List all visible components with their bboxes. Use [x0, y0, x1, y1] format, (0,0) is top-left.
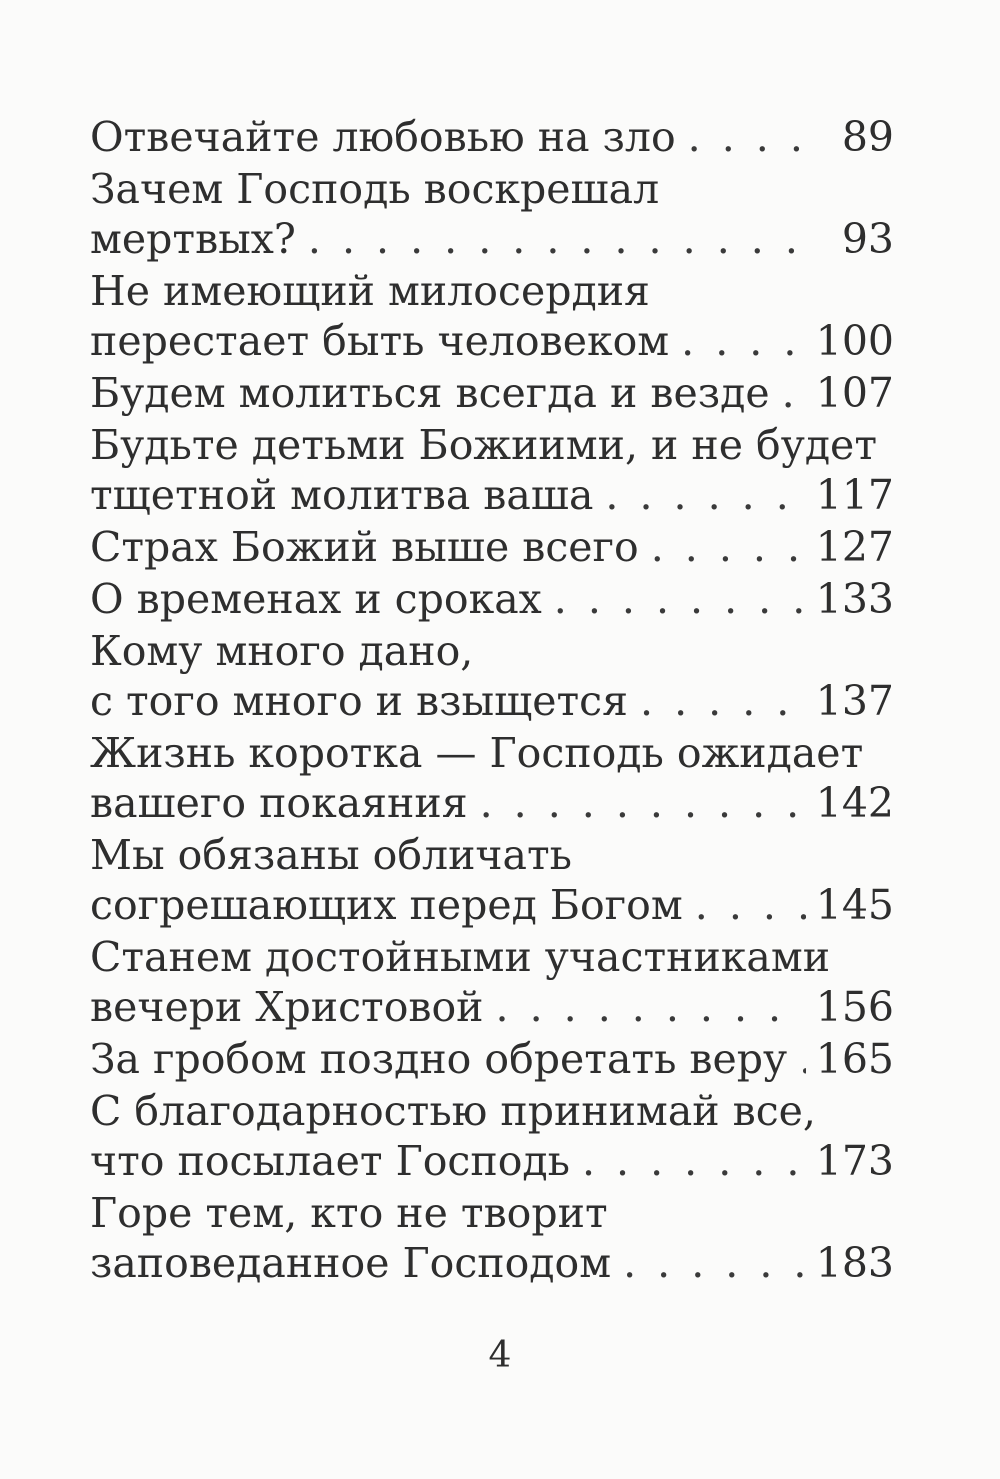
dot-leader	[582, 1136, 806, 1186]
toc-page-number: 127	[815, 523, 894, 571]
toc-entry-line	[90, 316, 894, 366]
toc-entry[interactable]	[90, 112, 894, 162]
toc-entry-line	[90, 982, 894, 1032]
toc-entry-title: Станем достойными участниками	[90, 933, 831, 981]
toc-entry-title: Мы обязаны обличать	[90, 831, 572, 879]
dot-leader	[688, 112, 822, 162]
toc-entry-title: Будем молиться всегда и везде	[90, 369, 770, 417]
toc-entry-title: О временах и сроках	[90, 575, 542, 623]
toc-entry[interactable]	[90, 830, 894, 930]
toc-entry-line	[90, 880, 894, 930]
toc-entry[interactable]	[90, 1188, 894, 1288]
toc-entry-title: Горе тем, кто не творит	[90, 1189, 608, 1237]
toc-entry[interactable]	[90, 574, 894, 624]
toc-entry-title: Не имеющий милосердия	[90, 267, 650, 315]
dot-leader	[308, 214, 822, 264]
dot-leader	[782, 368, 806, 418]
toc-entry[interactable]	[90, 164, 894, 264]
toc-entry[interactable]	[90, 932, 894, 1032]
toc-entry-line	[90, 112, 894, 162]
toc-page-number: 93	[841, 215, 894, 263]
toc-page-number: 145	[815, 881, 894, 929]
toc-entry-title: Страх Божий выше всего	[90, 523, 639, 571]
dot-leader	[480, 778, 806, 828]
toc-entry[interactable]	[90, 522, 894, 572]
dot-leader	[554, 574, 806, 624]
toc-entry-line	[90, 1136, 894, 1186]
toc-entry-title: согрешающих перед Богом	[90, 881, 683, 929]
toc-entry[interactable]	[90, 1086, 894, 1186]
table-of-contents	[90, 112, 894, 1288]
toc-entry-title: Зачем Господь воскрешал	[90, 165, 660, 213]
toc-entry-title: Будьте детьми Божиими, и не будет	[90, 421, 878, 469]
toc-page-number: 137	[815, 677, 894, 725]
toc-entry-line	[90, 214, 894, 264]
toc-entry-title: С благодарностью принимай все,	[90, 1087, 816, 1135]
toc-entry-line	[90, 574, 894, 624]
page-number: 4	[488, 1335, 512, 1376]
toc-entry-line	[90, 470, 894, 520]
toc-entry-line	[90, 676, 894, 726]
toc-entry-title: мертвых?	[90, 215, 296, 263]
toc-entry-title: вашего покаяния	[90, 779, 468, 827]
toc-entry-title: Жизнь коротка — Господь ожидает	[90, 729, 864, 777]
toc-entry-title: с того много и взыщется	[90, 677, 628, 725]
dot-leader	[623, 1238, 806, 1288]
dot-leader	[695, 880, 806, 930]
toc-page-number: 156	[815, 983, 894, 1031]
toc-page-number: 100	[815, 317, 894, 365]
toc-page-number: 89	[841, 113, 894, 161]
toc-page-number: 107	[815, 369, 894, 417]
toc-page-number: 183	[815, 1239, 894, 1287]
dot-leader	[605, 470, 805, 520]
toc-entry[interactable]	[90, 368, 894, 418]
toc-page-number: 142	[815, 779, 894, 827]
toc-entry[interactable]	[90, 728, 894, 828]
dot-leader	[799, 1034, 806, 1084]
toc-entry-line	[90, 1238, 894, 1288]
toc-entry[interactable]	[90, 420, 894, 520]
toc-entry[interactable]	[90, 266, 894, 366]
toc-entry-line	[90, 778, 894, 828]
toc-entry-title: перестает быть человеком	[90, 317, 670, 365]
toc-entry-title: вечери Христовой	[90, 983, 484, 1031]
toc-page-number: 133	[815, 575, 894, 623]
dot-leader	[640, 676, 806, 726]
toc-entry-title: что посылает Господь	[90, 1137, 570, 1185]
toc-entry-line	[90, 368, 894, 418]
toc-entry[interactable]	[90, 1034, 894, 1084]
toc-entry-line	[90, 1034, 894, 1084]
dot-leader	[681, 316, 806, 366]
dot-leader	[496, 982, 806, 1032]
toc-page-number: 173	[815, 1137, 894, 1185]
toc-entry-title: заповеданное Господом	[90, 1239, 612, 1287]
toc-entry-title: Кому много дано,	[90, 627, 474, 675]
toc-entry-title: За гробом поздно обретать веру	[90, 1035, 788, 1083]
toc-entry-line	[90, 522, 894, 572]
toc-entry-title: тщетной молитва ваша	[90, 471, 594, 519]
toc-entry[interactable]	[90, 626, 894, 726]
dot-leader	[651, 522, 806, 572]
toc-entry-title: Отвечайте любовью на зло	[90, 113, 676, 161]
toc-page-number: 165	[815, 1035, 894, 1083]
toc-page-number: 117	[815, 471, 894, 519]
